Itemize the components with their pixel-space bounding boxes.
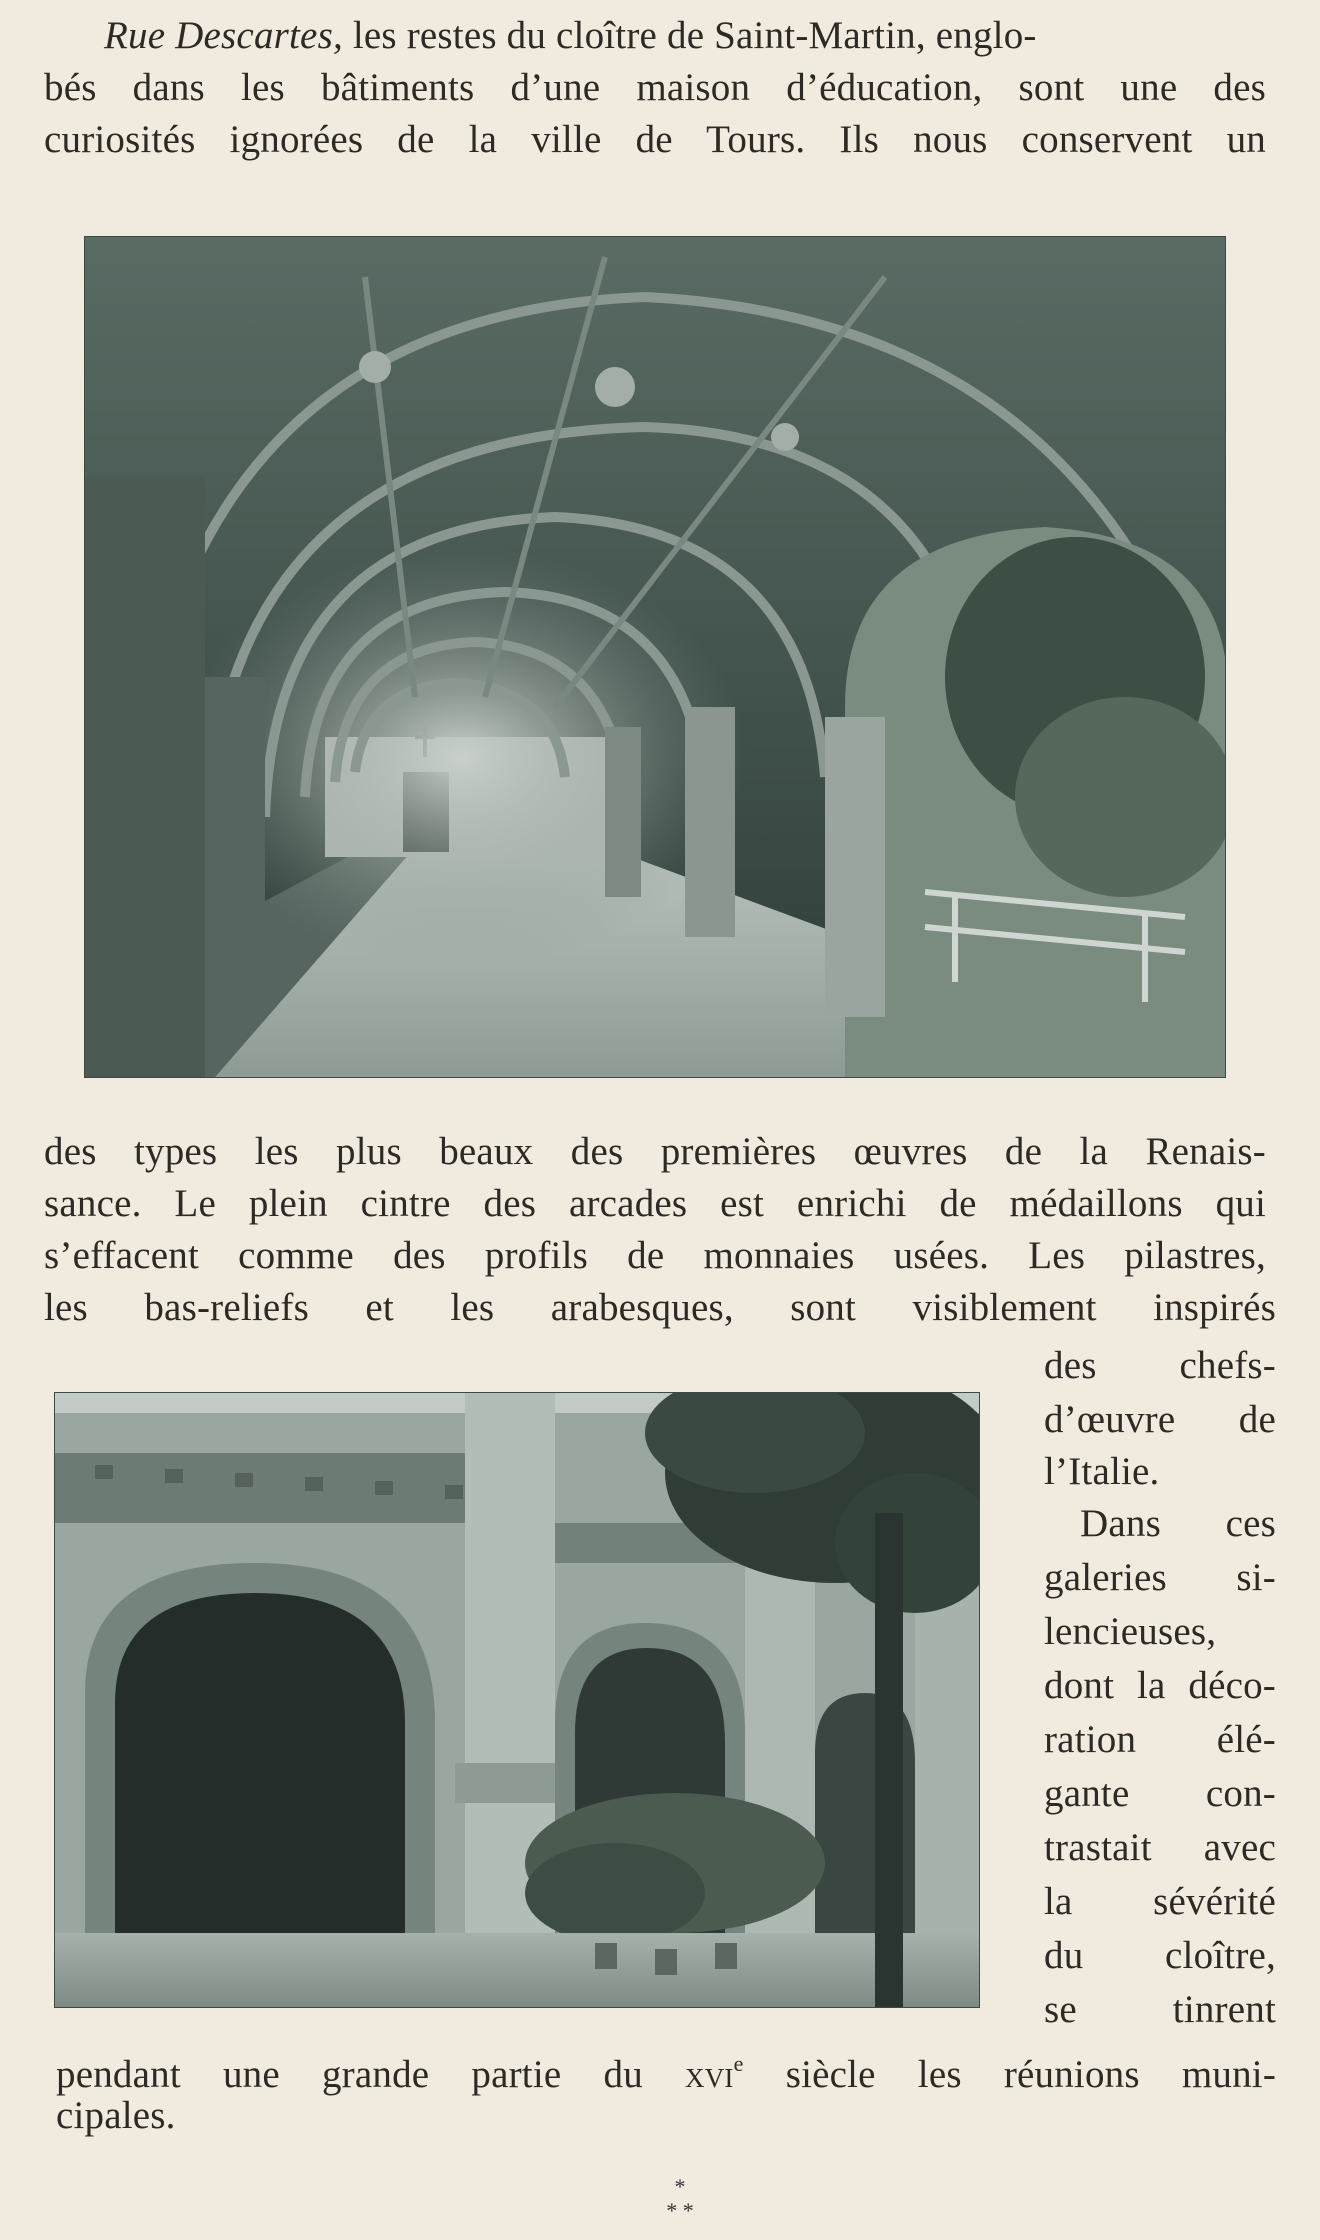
side-line-12: du cloître, <box>1044 1934 1276 1977</box>
cloister-courtyard-photo <box>54 1392 980 2008</box>
side-line-5: galeries si- <box>1044 1556 1276 1599</box>
paragraph2-line4: les bas-reliefs et les arabesques, sont visiblement inspirés <box>44 1286 1276 1329</box>
century-roman: xvi <box>685 2053 734 2096</box>
closing-line-2: cipales. <box>56 2094 176 2137</box>
cloister-courtyard-illustration <box>55 1393 979 2007</box>
paragraph1-line2: bés dans les bâtiments d’une maison d’éducation, sont une des <box>44 66 1266 109</box>
paragraph2-line2: sance. Le plein cintre des arcades est enrichi de médaillons qui <box>44 1182 1266 1225</box>
closing-line-1-pre: pendant une grande partie du <box>56 2053 643 2096</box>
closing-line-1-post: siècle les réunions muni- <box>785 2053 1277 2096</box>
side-line-4: Dans ces <box>1080 1502 1276 1545</box>
side-line-9: gante con- <box>1044 1772 1276 1815</box>
side-line-6: lencieuses, <box>1044 1610 1217 1653</box>
side-line-10: trastait avec <box>1044 1826 1276 1869</box>
side-line-7: dont la déco- <box>1044 1664 1276 1707</box>
asterism-top: * <box>674 2174 686 2199</box>
side-line-1: des chefs- <box>1044 1344 1276 1387</box>
side-line-2: d’œuvre de <box>1044 1398 1276 1441</box>
street-name: Rue Descartes, <box>104 14 343 57</box>
cloister-gallery-illustration <box>85 237 1225 1077</box>
asterism-bottom: * * <box>666 2198 694 2223</box>
closing-line-1 <box>56 2038 1276 2101</box>
paragraph1-line1-rest: les restes du cloître de Saint-Martin, englo- <box>352 14 1037 57</box>
side-line-11: la sévérité <box>1044 1880 1276 1923</box>
paragraph1-line3: curiosités ignorées de la ville de Tours. Ils nous conservent un <box>44 118 1266 161</box>
paragraph2-line3: s’effacent comme des profils de monnaies usées. Les pilastres, <box>44 1234 1266 1277</box>
side-line-8: ration élé- <box>1044 1718 1276 1761</box>
paragraph1-line1 <box>104 10 1266 62</box>
side-line-13: se tinrent <box>1044 1988 1276 2031</box>
cloister-gallery-photo <box>84 236 1226 1078</box>
paragraph2-line1: des types les plus beaux des premières œuvres de la Renais- <box>44 1130 1266 1173</box>
side-line-3: l’Italie. <box>1044 1450 1160 1493</box>
century-suffix: e <box>733 2051 744 2076</box>
century-numeral <box>685 2053 744 2096</box>
